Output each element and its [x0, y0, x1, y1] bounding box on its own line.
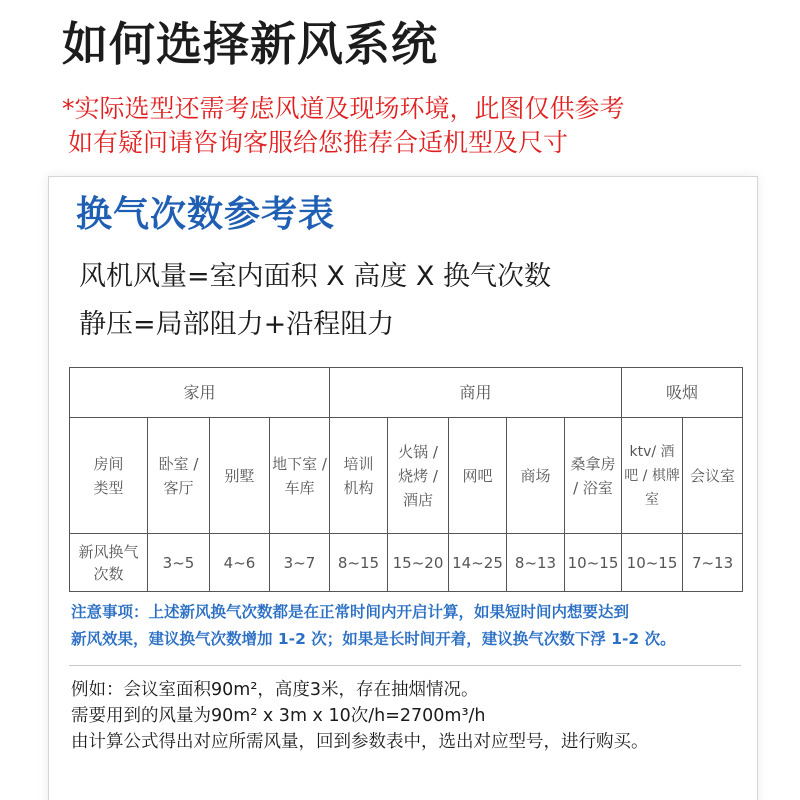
rate-cell: 3~7	[270, 534, 330, 592]
room-type-cell: 商场	[507, 418, 565, 534]
rate-cell: 7~13	[683, 534, 743, 592]
notice-line-1: 注意事项：上述新风换气次数都是在正常时间内开启计算，如果短时间内想要达到	[71, 603, 630, 621]
notice-text	[71, 599, 751, 653]
rate-cell: 14~25	[449, 534, 507, 592]
example-line-3: 由计算公式得出对应所需风量，回到参数表中，选出对应型号，进行购买。	[71, 732, 649, 752]
air-change-table	[69, 367, 743, 592]
room-type-cell: 培训机构	[330, 418, 388, 534]
rate-cell: 8~13	[507, 534, 565, 592]
rate-cell: 4~6	[210, 534, 270, 592]
room-type-cell: 会议室	[683, 418, 743, 534]
page-title: 如何选择新风系统	[62, 17, 438, 71]
room-type-header: 房间类型	[70, 418, 148, 534]
rate-cell: 10~15	[622, 534, 683, 592]
room-type-cell: 别墅	[210, 418, 270, 534]
group-commercial: 商用	[330, 368, 622, 418]
group-smoking: 吸烟	[622, 368, 743, 418]
rate-cell: 10~15	[565, 534, 622, 592]
disclaimer-notice	[62, 92, 625, 160]
room-type-cell: 地下室 / 车库	[270, 418, 330, 534]
group-header-row	[70, 368, 743, 418]
airflow-formula: 风机风量=室内面积 X 高度 X 换气次数	[79, 261, 551, 292]
rate-header: 新风换气次数	[70, 534, 148, 592]
disclaimer-line-1: *实际选型还需考虑风道及现场环境，此图仅供参考	[62, 94, 625, 123]
room-type-cell: 火锅 / 烧烤 / 酒店	[388, 418, 449, 534]
calculation-example	[71, 677, 649, 755]
static-pressure-formula: 静压=局部阻力+沿程阻力	[79, 309, 395, 340]
rate-cell: 3~5	[148, 534, 210, 592]
reference-card	[48, 176, 758, 800]
rate-cell: 15~20	[388, 534, 449, 592]
room-type-cell: 网吧	[449, 418, 507, 534]
divider	[69, 665, 741, 666]
disclaimer-line-2: 如有疑问请咨询客服给您推荐合适机型及尺寸	[68, 128, 569, 157]
room-type-cell: 桑拿房 / 浴室	[565, 418, 622, 534]
rate-cell: 8~15	[330, 534, 388, 592]
room-type-row	[70, 418, 743, 534]
card-title: 换气次数参考表	[76, 194, 336, 235]
notice-line-2: 新风效果，建议换气次数增加 1-2 次；如果是长时间开着，建议换气次数下浮 1-2 次。	[71, 630, 676, 648]
air-change-rate-row	[70, 534, 743, 592]
room-type-cell: 卧室 / 客厅	[148, 418, 210, 534]
group-home: 家用	[70, 368, 330, 418]
example-line-1: 例如：会议室面积90m²，高度3米，存在抽烟情况。	[71, 680, 479, 700]
room-type-cell: ktv/ 酒吧 / 棋牌室	[622, 418, 683, 534]
example-line-2: 需要用到的风量为90m² x 3m x 10次/h=2700m³/h	[71, 706, 486, 726]
